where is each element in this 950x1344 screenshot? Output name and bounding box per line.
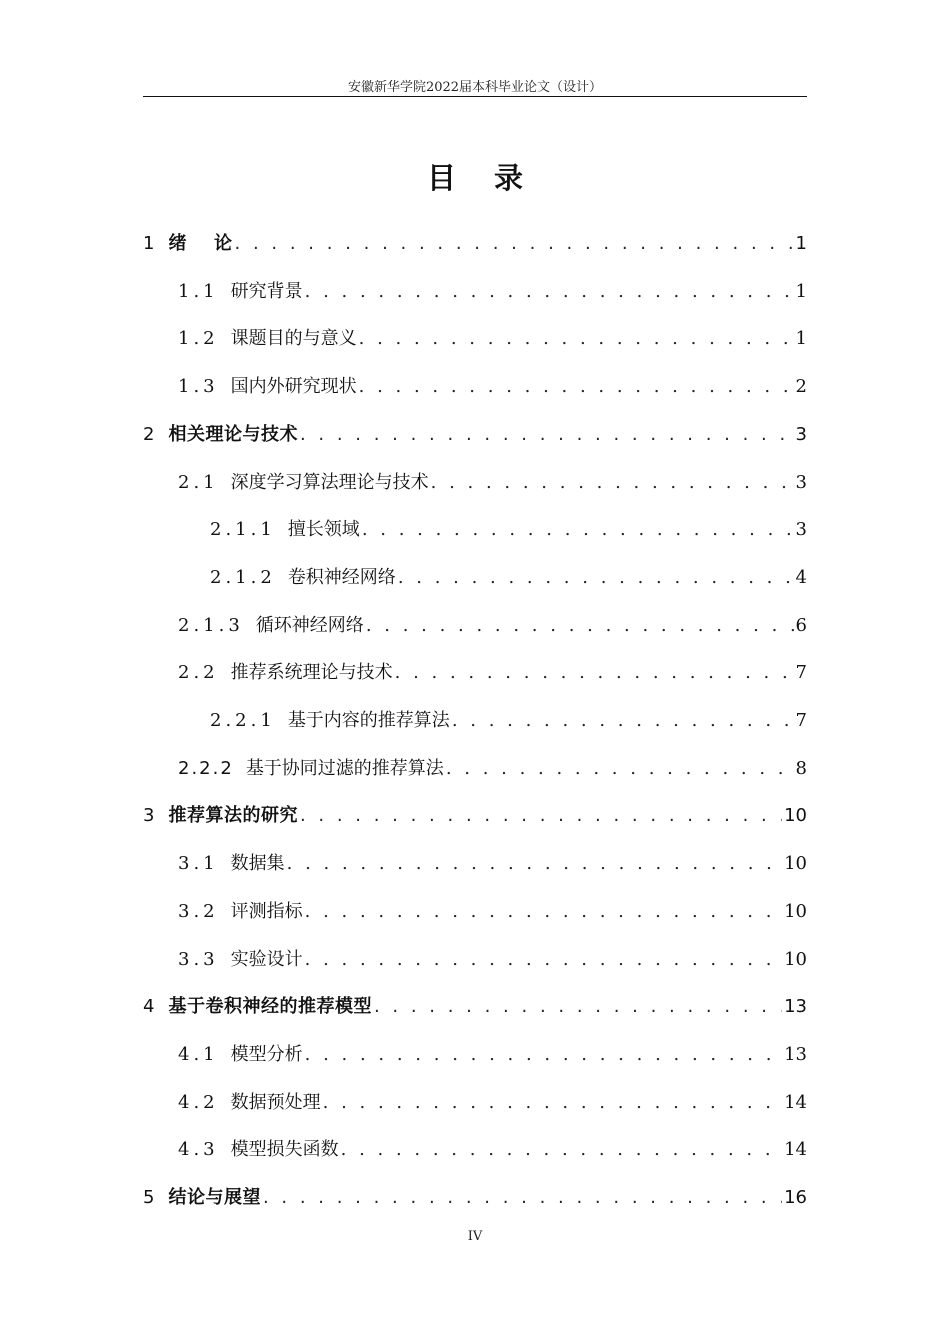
- toc-entry-title: 卷积神经网络: [287, 567, 396, 588]
- toc-entry-title: 相关理论与技术: [168, 424, 298, 445]
- toc-entry-number: 2.2: [178, 662, 219, 683]
- toc-entry-title: 国内外研究现状: [230, 376, 357, 397]
- toc-entry[interactable]: [143, 989, 807, 1019]
- toc-entry-page: 7: [795, 710, 807, 731]
- toc-entry[interactable]: [143, 417, 807, 447]
- toc-entry-title: 深度学习算法理论与技术: [230, 472, 429, 493]
- toc-dot-leader: [235, 232, 794, 256]
- toc-entry[interactable]: [210, 560, 807, 590]
- toc-entry-number: 1.3: [178, 376, 219, 397]
- toc-entry-number: 2.2.2: [178, 758, 234, 779]
- toc-entry-page: 3: [795, 472, 807, 493]
- toc-entry[interactable]: [178, 751, 807, 781]
- toc-entry-page: 13: [784, 996, 807, 1017]
- toc-dot-leader: [359, 375, 794, 399]
- toc-entry-title: 课题目的与意义: [230, 328, 357, 349]
- toc-entry-page: 2: [795, 376, 807, 397]
- toc-entry-page: 1: [795, 328, 807, 349]
- toc-entry-page: 13: [784, 1044, 807, 1065]
- toc-entry-number: 1.2: [178, 328, 219, 349]
- toc-entry-number: 2.1.2: [210, 567, 276, 588]
- toc-dot-leader: [305, 1043, 782, 1067]
- toc-entry-page: 16: [784, 1187, 807, 1208]
- toc-dot-leader: [323, 1091, 782, 1115]
- toc-entry-page: 10: [784, 901, 807, 922]
- toc-entry-title: 研究背景: [230, 281, 303, 302]
- toc-entry-title: 基于内容的推荐算法: [287, 710, 450, 731]
- toc-entry-title: 实验设计: [230, 949, 303, 970]
- toc-dot-leader: [398, 566, 794, 590]
- toc-dot-leader: [305, 280, 794, 304]
- toc-entry-page: 1: [795, 281, 807, 302]
- toc-entry-number: 4.2: [178, 1092, 219, 1113]
- toc-entry[interactable]: [143, 226, 807, 256]
- toc-entry-number: 2.1: [178, 472, 219, 493]
- toc-entry-number: 4.1: [178, 1044, 219, 1065]
- toc-entry-title: 模型分析: [230, 1044, 303, 1065]
- toc-entry-title: 基于协同过滤的推荐算法: [245, 758, 444, 779]
- toc-entry-page: 10: [784, 949, 807, 970]
- toc-dot-leader: [300, 804, 782, 828]
- toc-dot-leader: [305, 900, 782, 924]
- toc-entry-number: 2: [143, 424, 155, 445]
- toc-dot-leader: [341, 1138, 782, 1162]
- toc-entry-number: 2.2.1: [210, 710, 276, 731]
- toc-entry-title: 数据集: [230, 853, 285, 874]
- toc-entry-page: 3: [795, 519, 807, 540]
- toc-entry-title: 推荐算法的研究: [168, 805, 298, 826]
- toc-entry[interactable]: [178, 369, 807, 399]
- toc-entry[interactable]: [178, 846, 807, 876]
- toc-entry-title: 模型损失函数: [230, 1139, 339, 1160]
- toc-dot-leader: [452, 709, 794, 733]
- toc-entry[interactable]: [143, 798, 807, 828]
- toc-entry[interactable]: [178, 942, 807, 972]
- toc-entry-number: 3.3: [178, 949, 219, 970]
- toc-dot-leader: [374, 995, 782, 1019]
- toc-entry[interactable]: [210, 703, 807, 733]
- toc-dot-leader: [446, 757, 794, 781]
- toc-entry[interactable]: [178, 608, 807, 638]
- toc-entry-title: 循环神经网络: [255, 615, 364, 636]
- running-header: 安徽新华学院2022届本科毕业论文（设计）: [347, 80, 603, 95]
- toc-entry-page: 14: [784, 1092, 807, 1113]
- toc-entry-number: 4.3: [178, 1139, 219, 1160]
- toc-entry-page: 8: [795, 758, 807, 779]
- toc-entry-page: 10: [784, 805, 807, 826]
- toc-entry-page: 4: [795, 567, 807, 588]
- toc-entry[interactable]: [210, 512, 807, 542]
- toc-entry-page: 7: [795, 662, 807, 683]
- toc-entry[interactable]: [178, 274, 807, 304]
- toc-dot-leader: [431, 471, 794, 495]
- toc-entry-number: 3: [143, 805, 155, 826]
- toc-dot-leader: [362, 518, 794, 542]
- toc-entry-title: 推荐系统理论与技术: [230, 662, 393, 683]
- toc-entry-page: 10: [784, 853, 807, 874]
- toc-entry-title: 基于卷积神经的推荐模型: [168, 996, 372, 1017]
- toc-entry-page: 6: [795, 615, 807, 636]
- toc-entry-number: 1.1: [178, 281, 219, 302]
- toc-entry-page: 1: [795, 233, 807, 254]
- toc-entry-title: 擅长领域: [287, 519, 360, 540]
- toc-entry[interactable]: [178, 465, 807, 495]
- toc-entry[interactable]: [178, 655, 807, 685]
- toc-dot-leader: [366, 614, 794, 638]
- toc-entry[interactable]: [178, 321, 807, 351]
- toc-entry-page: 14: [784, 1139, 807, 1160]
- toc-entry[interactable]: [178, 894, 807, 924]
- toc-entry-title: 评测指标: [230, 901, 303, 922]
- toc-dot-leader: [287, 852, 782, 876]
- toc-dot-leader: [395, 661, 794, 685]
- toc-entry-title: 结论与展望: [168, 1187, 261, 1208]
- toc-entry-title: 数据预处理: [230, 1092, 321, 1113]
- toc-dot-leader: [300, 423, 794, 447]
- toc-entry-number: 1: [143, 233, 155, 254]
- toc-dot-leader: [359, 327, 794, 351]
- toc-entry-number: 5: [143, 1187, 155, 1208]
- toc-entry-number: 4: [143, 996, 155, 1017]
- toc-dot-leader: [305, 948, 782, 972]
- toc-entry-number: 3.1: [178, 853, 219, 874]
- toc-entry[interactable]: [143, 1180, 807, 1210]
- page-number: IV: [467, 1229, 483, 1244]
- toc-title: 目录: [426, 161, 561, 195]
- toc-entry[interactable]: [178, 1037, 807, 1067]
- toc-entry-number: 3.2: [178, 901, 219, 922]
- toc-entry[interactable]: [178, 1132, 807, 1162]
- toc-entry-page: 3: [795, 424, 807, 445]
- toc-entry-number: 2.1.1: [210, 519, 276, 540]
- toc-dot-leader: [263, 1186, 782, 1210]
- toc-entry[interactable]: [178, 1085, 807, 1115]
- toc-entry-number: 2.1.3: [178, 615, 244, 636]
- toc-entry-title: 绪 论: [168, 233, 233, 254]
